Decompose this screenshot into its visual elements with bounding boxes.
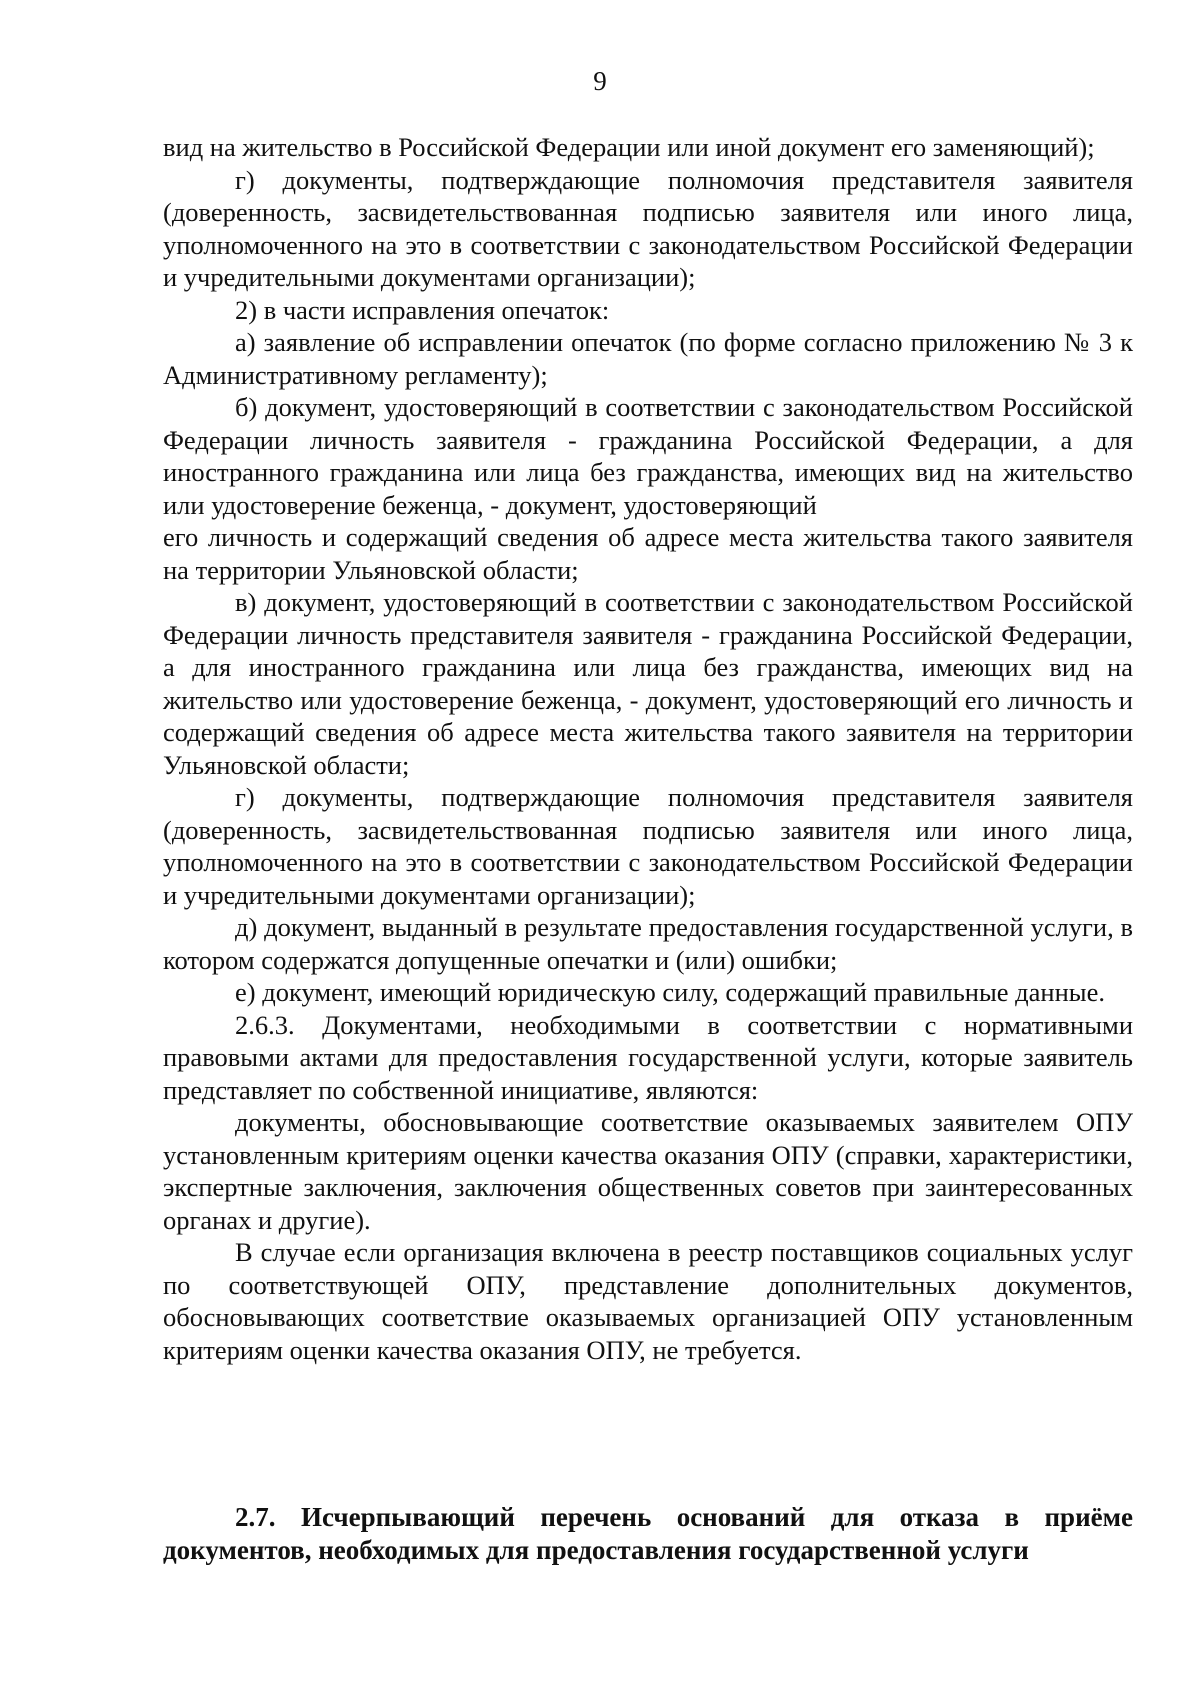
paragraph-item-g-representative-docs: г) документы, подтверждающие полномочия представителя заявителя (доверенность, засвидетельствованная подписью заявителя или иного лица, уполномоченного на это в соответствии с законодательством Российской Федерации и учредительными документами организации); <box>163 164 1133 292</box>
paragraph-item-g-authority-docs: г) документы, подтверждающие полномочия представителя заявителя (доверенность, засвидетельствованная подписью заявителя или иного лица, уполномоченного на это в соответствии с законодательством Российской Федерации и учредительными документами организации); <box>163 782 1133 910</box>
document-body <box>163 131 1133 1366</box>
paragraph-section-typo-correction: 2) в части исправления опечаток: <box>235 294 610 325</box>
paragraph-continuation: вид на жительство в Российской Федерации или иной документ его заменяющий); <box>163 132 1095 162</box>
paragraph-item-d-issued-document: д) документ, выданный в результате предоставления государственной услуги, в котором содержатся допущенные опечатки и (или) ошибки; <box>163 912 1133 975</box>
paragraph-registry-exception: В случае если организация включена в реестр поставщиков социальных услуг по соответствующей ОПУ, представление дополнительных документов, обосновывающих соответствие оказываемых организацией ОПУ установленным критериям оценки качества оказания ОПУ, не требуется. <box>163 1237 1133 1365</box>
paragraph-item-v-representative-identity: в) документ, удостоверяющий в соответствии с законодательством Российской Федерации личность представителя заявителя - гражданина Российской Федерации, а для иностранного гражданина или лица без гражданства, имеющих вид на жительство или удостоверение беженца, - документ, удостоверяющий его личность и содержащий сведения об адресе места жительства такого заявителя на территории Ульяновской области; <box>163 587 1133 780</box>
paragraph-item-a-application: а) заявление об исправлении опечаток (по форме согласно приложению № 3 к Административному регламенту); <box>163 327 1133 390</box>
paragraph-item-b-continuation: его личность и содержащий сведения об адресе места жительства такого заявителя на территории Ульяновской области; <box>163 522 1133 585</box>
paragraph-supporting-documents: документы, обосновывающие соответствие оказываемых заявителем ОПУ установленным критериям оценки качества оказания ОПУ (справки, характеристики, экспертные заключения, заключения общественных советов при заинтересованных органах и другие). <box>163 1107 1133 1235</box>
paragraph-item-e-valid-document: е) документ, имеющий юридическую силу, содержащий правильные данные. <box>235 977 1105 1007</box>
page-number: 9 <box>593 66 607 96</box>
paragraph-clause-2-6-3: 2.6.3. Документами, необходимыми в соответствии с нормативными правовыми актами для предоставления государственной услуги, которые заявитель представляет по собственной инициативе, являются: <box>163 1009 1133 1105</box>
paragraph-item-b-identity-doc: б) документ, удостоверяющий в соответствии с законодательством Российской Федерации личность заявителя - гражданина Российской Федерации, а для иностранного гражданина или лица без гражданства, имеющих вид на жительство или удостоверение беженца, - документ, удостоверяющий <box>163 392 1133 520</box>
section-heading-2-7: 2.7. Исчерпывающий перечень оснований для отказа в приёме документов, необходимых для предоставления государственной услуги <box>163 1502 1133 1565</box>
